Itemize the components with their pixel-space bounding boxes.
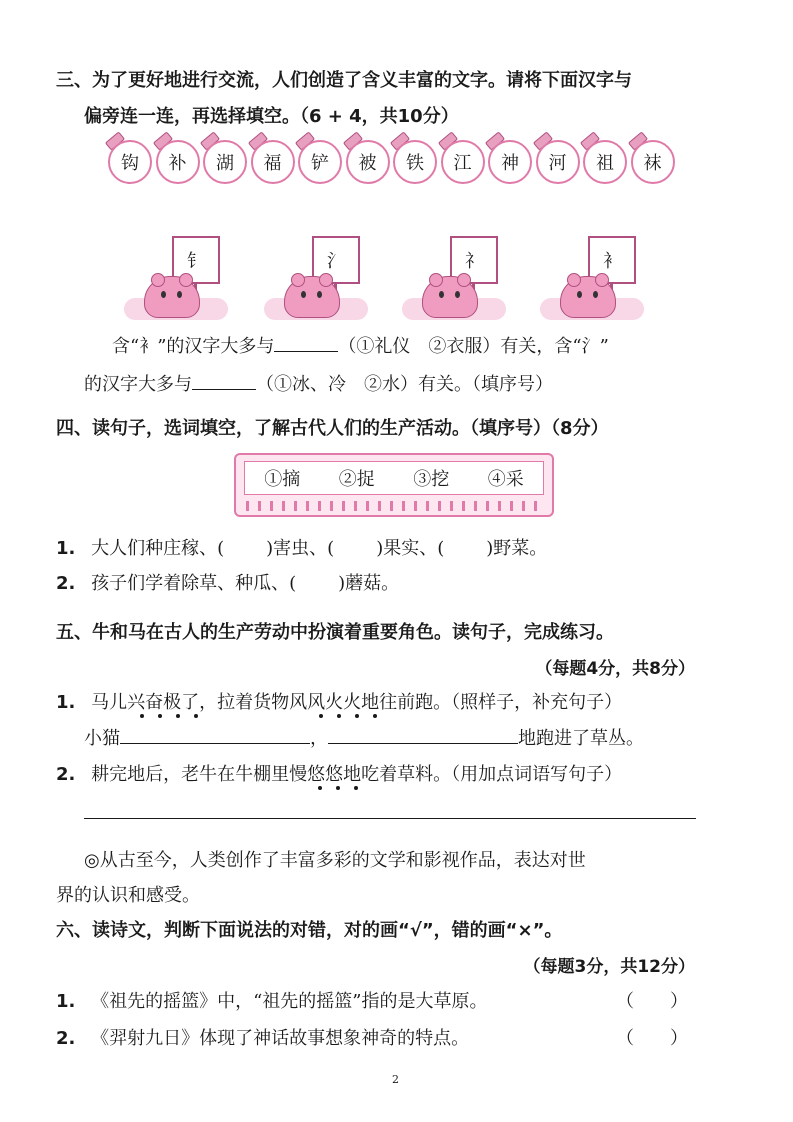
fill-line1 — [112, 332, 609, 358]
q1-part: )害虫、( — [266, 538, 335, 559]
word-options — [244, 461, 544, 495]
section6-score: （每题3分，共12分） — [523, 957, 695, 977]
fill-line2-text-a: 的汉字大多与 — [84, 374, 192, 395]
radical-sign[interactable]: 氵 — [312, 236, 360, 284]
mole-illustration — [144, 276, 200, 318]
emphasis-dot — [176, 714, 180, 718]
mole-ear — [567, 273, 581, 287]
section5-score: （每题4分，共8分） — [535, 659, 695, 679]
answer-blank-2[interactable] — [328, 742, 518, 744]
emphasis-dot — [336, 786, 340, 790]
section4-heading: 四、读句子，选词填空，了解古代人们的生产活动。（填序号）（8分） — [56, 418, 609, 439]
section5-q1 — [56, 688, 622, 714]
fill-line1-text-a: 含“衤”的汉字大多与 — [112, 336, 275, 357]
q-number: 1. — [56, 538, 76, 559]
character-bubble[interactable]: 铲 — [298, 140, 342, 184]
section4-q1 — [56, 534, 547, 560]
section3-heading-line2: 偏旁连一连，再选择填空。（6 + 4，共10分） — [84, 106, 459, 127]
emphasis-dot — [318, 786, 322, 790]
section3-heading-line1: 三、为了更好地进行交流，人们创造了含义丰富的文字。请将下面汉字与 — [56, 70, 632, 91]
radical-sign[interactable]: 礻 — [450, 236, 498, 284]
mole-eye — [593, 291, 598, 298]
emphasis-dot — [140, 714, 144, 718]
answer-blank-1[interactable] — [120, 742, 310, 744]
emphasis-dot — [337, 714, 341, 718]
mole-ear — [179, 273, 193, 287]
emphasis-dot — [354, 786, 358, 790]
q-number: 2. — [56, 1028, 76, 1049]
section5-q2 — [56, 760, 622, 786]
mole-eye — [317, 291, 322, 298]
mole-eye — [455, 291, 460, 298]
judge-paren-1[interactable]: （ ） — [616, 991, 688, 1012]
mole-illustration — [284, 276, 340, 318]
q-number: 2. — [56, 764, 76, 785]
emphasis-dot — [373, 714, 377, 718]
answer-line[interactable] — [84, 818, 696, 819]
section6-heading: 六、读诗文，判断下面说法的对错，对的画“√”，错的画“×”。 — [56, 920, 563, 941]
section6-q2 — [56, 1024, 469, 1050]
q1-text: 《祖先的摇篮》中，“祖先的摇篮”指的是大草原。 — [91, 991, 488, 1012]
section4-q2 — [56, 569, 399, 595]
section5-q1-answer-line — [84, 724, 644, 750]
mole-eye — [577, 291, 582, 298]
character-bubble[interactable]: 钩 — [108, 140, 152, 184]
word-option: ③挖 — [413, 469, 450, 490]
mole-ear — [291, 273, 305, 287]
character-bubble[interactable]: 补 — [156, 140, 200, 184]
fill-blank-1[interactable] — [274, 350, 338, 352]
mole-eye — [161, 291, 166, 298]
fill-blank-2[interactable] — [192, 388, 256, 390]
fill-line1-text-b: （①礼仪 ②衣服）有关，含“氵” — [338, 336, 609, 357]
q1-line-text-a: 小猫 — [84, 728, 120, 749]
q-number: 1. — [56, 991, 76, 1012]
emphasis-dot — [194, 714, 198, 718]
q2-text: 耕完地后，老牛在牛棚里慢悠悠地吃着草料。（用加点词语写句子） — [91, 764, 623, 785]
mole-illustration — [560, 276, 616, 318]
character-bubble[interactable]: 福 — [251, 140, 295, 184]
section6-q1 — [56, 987, 488, 1013]
q1-line-text-b: 地跑进了草丛。 — [518, 728, 644, 749]
mole-eye — [177, 291, 182, 298]
q1-line-comma: ， — [310, 728, 328, 749]
q1-part: 大人们种庄稼、( — [91, 538, 225, 559]
emphasis-dot — [355, 714, 359, 718]
character-bubble[interactable]: 被 — [346, 140, 390, 184]
q1-part: )果实、( — [376, 538, 445, 559]
q1-part: )野菜。 — [486, 538, 548, 559]
mole-illustration — [422, 276, 478, 318]
mole-ear — [457, 273, 471, 287]
fence-decoration — [246, 501, 542, 511]
intro-line2: 界的认识和感受。 — [56, 885, 200, 906]
q2-part: 孩子们学着除草、种瓜、( — [91, 573, 297, 594]
mole-eye — [301, 291, 306, 298]
character-bubble[interactable]: 铁 — [393, 140, 437, 184]
character-bubble[interactable]: 袜 — [631, 140, 675, 184]
mole-ear — [429, 273, 443, 287]
judge-paren-2[interactable]: （ ） — [616, 1028, 688, 1049]
emphasis-dot — [319, 714, 323, 718]
mole-ear — [319, 273, 333, 287]
q2-text: 《羿射九日》体现了神话故事想象神奇的特点。 — [91, 1028, 470, 1049]
character-bubble[interactable]: 湖 — [203, 140, 247, 184]
character-bubble[interactable]: 祖 — [583, 140, 627, 184]
mole-ear — [151, 273, 165, 287]
intro-line1: ◎从古至今，人类创作了丰富多彩的文学和影视作品，表达对世 — [84, 850, 586, 871]
character-bubble[interactable]: 神 — [488, 140, 532, 184]
q1-text: 马儿兴奋极了，拉着货物风风火火地往前跑。（照样子，补充句子） — [91, 692, 623, 713]
word-option: ④采 — [487, 469, 524, 490]
mole-eye — [439, 291, 444, 298]
q2-part: )蘑菇。 — [338, 573, 400, 594]
fill-line2 — [84, 370, 553, 396]
mole-ear — [595, 273, 609, 287]
radical-sign[interactable]: 衤 — [588, 236, 636, 284]
page-number: 2 — [392, 1073, 399, 1086]
emphasis-dot — [158, 714, 162, 718]
word-option: ①摘 — [264, 469, 301, 490]
section5-heading: 五、牛和马在古人的生产劳动中扮演着重要角色。读句子，完成练习。 — [56, 622, 614, 643]
word-options-box — [234, 453, 554, 517]
fill-line2-text-b: （①冰、冷 ②水）有关。（填序号） — [256, 374, 553, 395]
word-option: ②捉 — [338, 469, 375, 490]
character-bubble[interactable]: 江 — [441, 140, 485, 184]
q-number: 1. — [56, 692, 76, 713]
character-bubble[interactable]: 河 — [536, 140, 580, 184]
radical-sign[interactable]: 钅 — [172, 236, 220, 284]
q-number: 2. — [56, 573, 76, 594]
